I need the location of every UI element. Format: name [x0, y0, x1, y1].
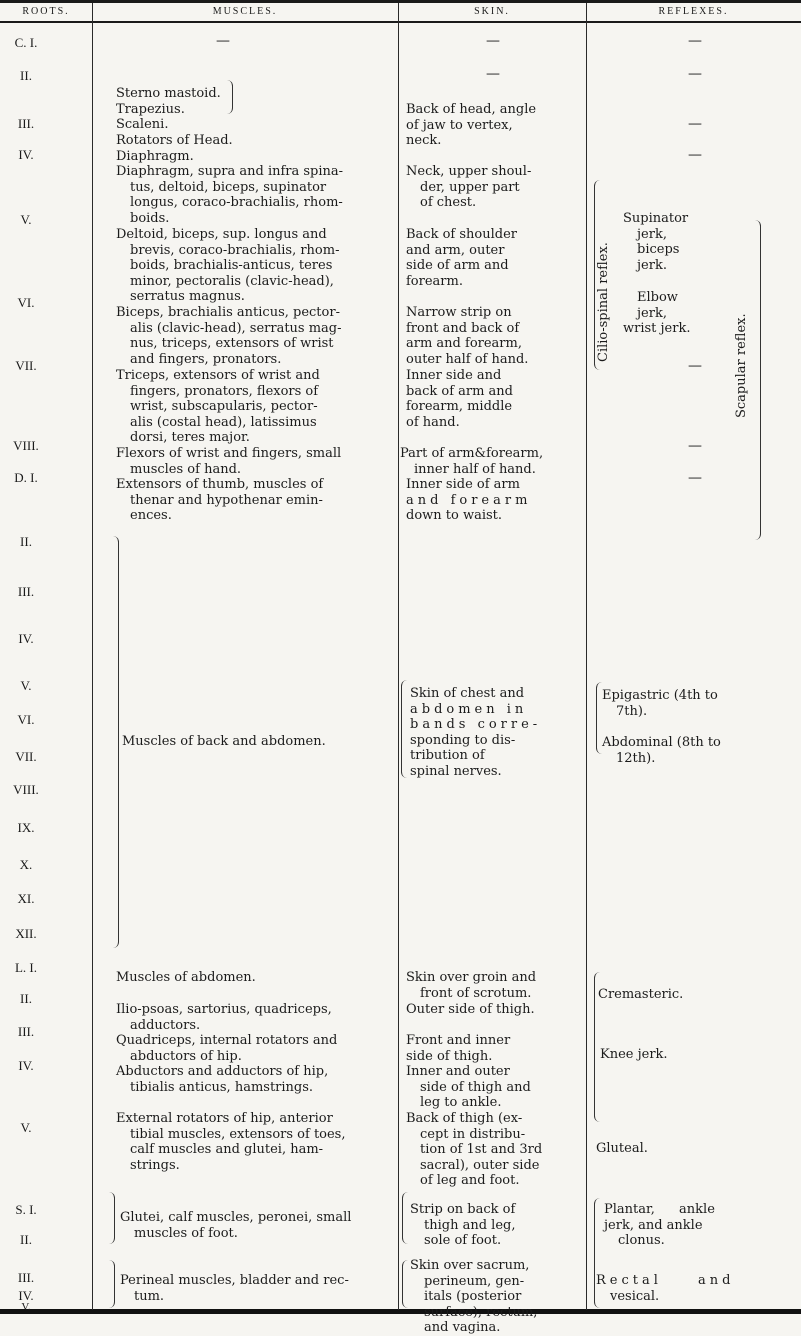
reflex-dash: —: [688, 33, 702, 49]
brace: [108, 1192, 115, 1244]
root-label: IV.: [18, 631, 34, 646]
skin-c8: Part of arm&forearm, inner half of hand.: [400, 446, 544, 477]
brace: [226, 80, 233, 114]
rectal-vesical-reflex: Rectal and vesical.: [596, 1273, 735, 1304]
muscles-l2: Ilio-psoas, sartorius, quadriceps, adductors.: [116, 1002, 332, 1033]
muscles-l4: Abductors and adductors of hip, tibialis anticus, hamstrings.: [116, 1064, 329, 1095]
root-label: V.: [20, 212, 32, 227]
root-label: VIII.: [13, 782, 39, 797]
muscles-c8: Flexors of wrist and fingers, small muscles of hand.: [116, 446, 342, 477]
abdominal-reflex: Abdominal (8th to 12th).: [602, 735, 721, 766]
skin-c7: Inner side and back of arm and forearm, middle of hand.: [406, 368, 514, 430]
root-label: III.: [17, 1270, 35, 1285]
root-label: V.: [20, 678, 32, 693]
skin-l2: Outer side of thigh.: [406, 1002, 535, 1017]
table-header-rule: [0, 21, 801, 23]
skin-c6: Narrow strip on front and back of arm and forearm, outer half of hand.: [406, 305, 529, 367]
muscles-c7: Triceps, extensors of wrist and fingers, pronators, flexors of wrist, subscapularis, pector- alis (costal head), latissimus dorsi, teres major.: [116, 368, 320, 445]
muscles-c4: Diaphragm, supra and infra spina- tus, deltoid, biceps, supinator longus, coraco-brachialis, rhom- boids.: [116, 164, 344, 226]
root-label: C. I.: [14, 35, 38, 50]
header-reflexes: REFLEXES.: [658, 6, 729, 17]
root-label: VII.: [15, 358, 37, 373]
root-label: X.: [19, 857, 33, 872]
header-skin: SKIN.: [474, 6, 510, 17]
root-label: VI.: [17, 712, 35, 727]
muscles-l5: External rotators of hip, anterior tibial muscles, extensors of toes, calf muscles and glutei, ham- strings.: [116, 1111, 346, 1173]
brace: [401, 680, 408, 778]
root-label: VIII.: [13, 438, 39, 453]
muscles-l3: Quadriceps, internal rotators and abductors of hip.: [116, 1033, 338, 1064]
gluteal-reflex: Gluteal.: [596, 1141, 648, 1156]
scapular-reflex: Scapular reflex.: [734, 313, 749, 418]
skin-l5: Back of thigh (ex- cept in distribu- tion of 1st and 3rd sacral), outer side of leg and foot.: [406, 1111, 543, 1188]
skin-c4: Neck, upper shoul- der, upper part of chest.: [406, 164, 532, 210]
knee-jerk: Knee jerk.: [600, 1047, 668, 1062]
reflex-dash: —: [688, 358, 702, 374]
skin-l3: Front and inner side of thigh.: [406, 1033, 511, 1064]
skin-dorsal: Skin of chest and abdomen in bands corre- sponding to dis- tribution of spinal nerves.: [410, 686, 542, 779]
skin-l4: Inner and outer side of thigh and leg to ankle.: [406, 1064, 531, 1110]
root-label: S. I.: [15, 1202, 37, 1217]
elbow-jerk: Elbow jerk, wrist jerk.: [623, 290, 691, 336]
cilio-spinal-reflex: Cilio-spinal reflex.: [596, 242, 611, 362]
reflex-dash: —: [688, 438, 702, 454]
column-divider: [586, 3, 587, 1310]
muscles-c3: Rotators of Head. Diaphragm.: [116, 133, 233, 164]
root-label: IV.: [18, 1288, 34, 1303]
epigastric-reflex: Epigastric (4th to 7th).: [602, 688, 718, 719]
header-roots: ROOTS.: [22, 6, 70, 17]
root-label: V.: [21, 1301, 31, 1313]
reflex-dash: —: [688, 66, 702, 82]
brace: [108, 1260, 115, 1308]
muscles-s345: Perineal muscles, bladder and rec- tum.: [120, 1273, 349, 1304]
muscles-c1-dash: —: [216, 33, 230, 49]
skin-d1: Inner side of arm and forearm down to waist.: [406, 477, 532, 523]
muscles-c5: Deltoid, biceps, sup. longus and brevis, coraco-brachialis, rhom- boids, brachialis-anticus, teres minor, pectoralis (clavic-head), serratus magnus.: [116, 227, 340, 304]
root-label: VII.: [15, 749, 37, 764]
muscles-d1: Extensors of thumb, muscles of thenar and hypothenar emin- ences.: [116, 477, 324, 523]
root-label: III.: [17, 116, 35, 131]
root-label: IV.: [18, 147, 34, 162]
table-top-rule: [0, 0, 801, 3]
skin-c3: Back of head, angle of jaw to vertex, neck.: [406, 102, 537, 148]
root-label: II.: [20, 1232, 32, 1247]
brace: [402, 1192, 409, 1244]
skin-c1-dash: —: [486, 33, 500, 49]
plantar-reflex: Plantar, ankle jerk, and ankle clonus.: [604, 1202, 715, 1248]
supinator-jerk: Supinator jerk, biceps jerk.: [623, 211, 689, 273]
muscles-c2: Sterno mastoid. Trapezius. Scaleni.: [116, 86, 221, 132]
skin-l1: Skin over groin and front of scrotum.: [406, 970, 537, 1001]
skin-c2-dash: —: [486, 66, 500, 82]
root-label: II.: [20, 68, 32, 83]
root-label: IV.: [18, 1058, 34, 1073]
table-bottom-rule: [0, 1309, 801, 1314]
cremasteric-reflex: Cremasteric.: [598, 987, 684, 1002]
root-label: D. I.: [14, 470, 38, 485]
root-label: VI.: [17, 295, 35, 310]
root-label: XII.: [15, 926, 37, 941]
muscles-l1: Muscles of abdomen.: [116, 970, 256, 985]
root-label: L. I.: [14, 960, 38, 975]
header-muscles: MUSCLES.: [212, 6, 278, 17]
skin-s12: Strip on back of thigh and leg, sole of foot.: [410, 1202, 516, 1248]
root-label: II.: [20, 991, 32, 1006]
root-label: IX.: [17, 820, 35, 835]
column-divider: [92, 3, 93, 1310]
skin-s345: Skin over sacrum, perineum, gen- itals (posterior surface), rectum, and vagina.: [410, 1258, 538, 1335]
muscles-s12: Glutei, calf muscles, peronei, small muscles of foot.: [120, 1210, 352, 1241]
reflex-dash: —: [688, 470, 702, 486]
root-label: V.: [20, 1120, 32, 1135]
column-divider: [398, 3, 399, 1310]
brace: [752, 220, 761, 540]
skin-c5: Back of shoulder and arm, outer side of arm and forearm.: [406, 227, 517, 289]
reflex-dash: —: [688, 116, 702, 132]
root-label: III.: [17, 584, 35, 599]
brace: [402, 1260, 409, 1308]
muscles-c6: Biceps, brachialis anticus, pector- alis (clavic-head), serratus mag- nus, triceps, extensors of wrist and fingers, pronators.: [116, 305, 342, 367]
muscles-dorsal: Muscles of back and abdomen.: [122, 734, 326, 749]
root-label: XI.: [17, 891, 35, 906]
reflex-dash: —: [688, 147, 702, 163]
brace: [112, 536, 119, 948]
root-label: III.: [17, 1024, 35, 1039]
root-label: II.: [20, 534, 32, 549]
